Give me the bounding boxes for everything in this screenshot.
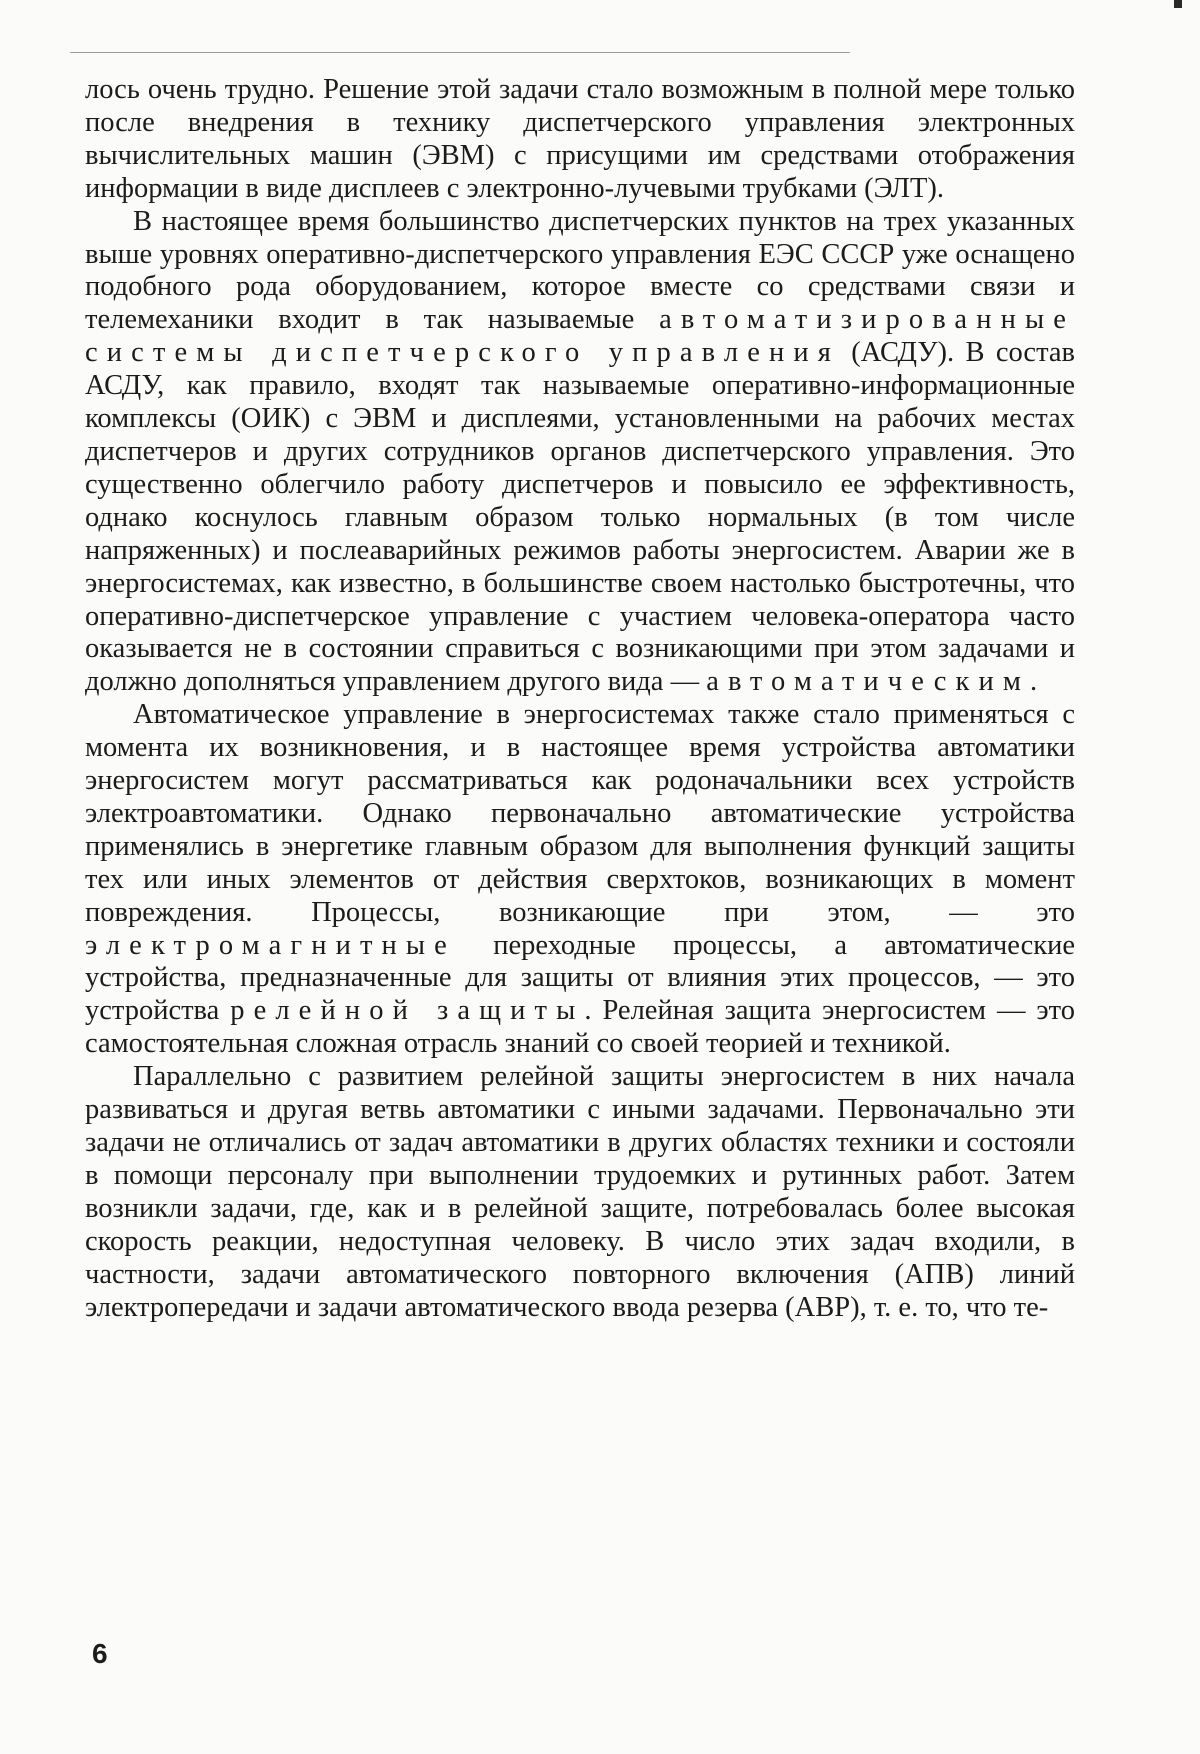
paragraph xyxy=(85,74,1075,206)
body-text xyxy=(85,74,1075,1324)
text-run: . Релейная защита энергосистем — это самостоятельная сложная отрасль знаний со своей теорией и техникой. xyxy=(85,995,1075,1060)
spaced-term: автоматическим xyxy=(706,666,1031,698)
paragraph xyxy=(85,1061,1075,1324)
text-run: лось очень трудно. Решение этой задачи стало возможным в полной мере только после внедрения в технику диспетчерского управления электронных вычислительных машин (ЭВМ) с присущими им средствами отображения информации в виде дисплеев с электронно-лучевыми трубками (ЭЛТ). xyxy=(85,74,1075,204)
text-run: Параллельно с развитием релейной защиты энергосистем в них начала развиваться и другая ветвь автоматики с иными задачами. Первоначально эти задачи не отличались от задач автоматики в других областях техники и состояли в помощи персоналу при выполнении трудоемких и рутинных работ. Затем возникли задачи, где, как и в релейной защите, потребовалась более высокая скорость реакции, недоступная человеку. В число этих задач входили, в частности, задачи автоматического повторного включения (АПВ) линий электропередачи и задачи автоматического ввода резерва (АВР), т. е. то, что те- xyxy=(85,1061,1075,1323)
text-run: . xyxy=(1030,666,1038,698)
spaced-term: электромагнитные xyxy=(85,929,456,961)
text-run: (АСДУ). В состав АСДУ, как правило, входят так называемые оперативно-информационные комплексы (ОИК) с ЭВМ и дисплеями, установленными на рабочих местах диспетчеров и других сотрудников органов диспетчерского управления. Это существенно облегчило работу диспетчеров и повысило ее эффективность, однако коснулось главным образом только нормальных (в том числе напряженных) и послеаварийных режимов работы энергосистем. Аварии же в энергосистемах, как известно, в большинстве своем настолько быстротечны, что оперативно-диспетчерское управление с участием человека-оператора часто оказывается не в состоянии справиться с возникающими при этом задачами и должно дополняться управлением другого вида — xyxy=(85,337,1075,698)
paragraph xyxy=(85,206,1075,700)
text-run: переходные процессы, а автоматические устройства, предназначенные для защиты от влияния этих процессов, — это устройства xyxy=(85,929,1075,1027)
paragraph xyxy=(85,699,1075,1061)
spaced-term: автоматизированные системы диспетчерского управления xyxy=(85,304,1075,369)
text-run: В настоящее время большинство диспетчерских пунктов на трех указанных выше уровнях оперативно-диспетчерского управления ЕЭС СССР уже оснащено подобного рода оборудованием, которое вместе со средствами связи и телемеханики входит в так называемые xyxy=(85,205,1075,336)
spaced-term: релейной защиты xyxy=(230,995,585,1027)
header-rule xyxy=(70,52,850,53)
page-number: 6 xyxy=(92,1638,108,1669)
text-run: Автоматическое управление в энергосистемах также стало применяться с момента их возникновения, и в настоящее время устройства автоматики энергосистем могут рассматриваться как родоначальники всех устройств электроавтоматики. Однако первоначально автоматические устройства применялись в энергетике главным образом для выполнения функций защиты тех или иных элементов от действия сверхтоков, возникающих в момент повреждения. Процессы, возникающие при этом, — это xyxy=(85,699,1075,928)
scan-mark xyxy=(1174,0,1182,8)
